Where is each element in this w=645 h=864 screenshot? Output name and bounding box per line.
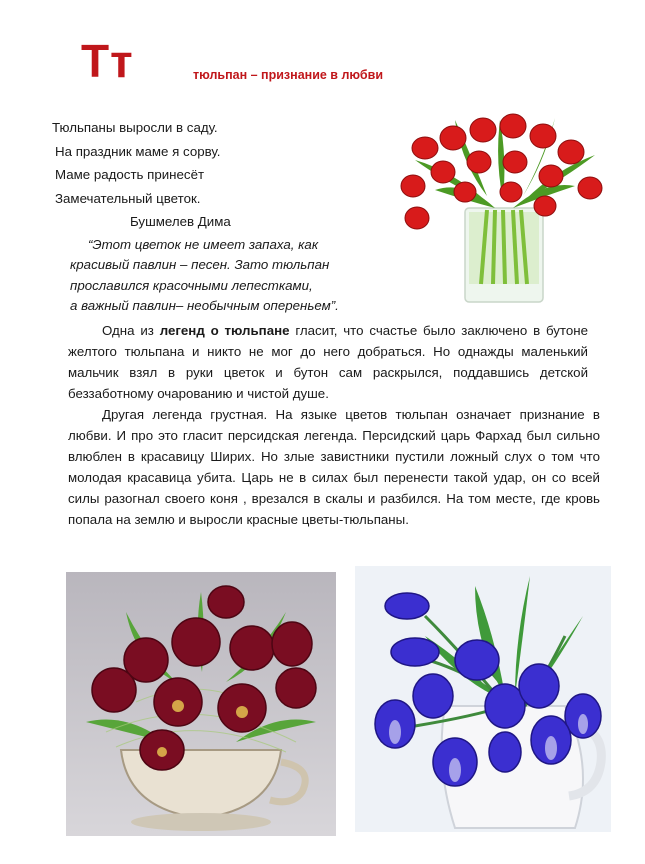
- quote-line: “Этот цветок не имеет запаха, как: [88, 237, 319, 252]
- poem-line: Тюльпаны выросли в саду.: [52, 120, 218, 135]
- poem-author: Бушмелев Дима: [130, 214, 231, 230]
- para1-text-rest: гласит, что счастье было заключено в бутоне желтого тюльпана и никто не мог до него добраться. Но однажды маленький мальчик взял в руки цветок и бутон сам раскрылся, поддавшись детской беззаботному очарованию и чистой душе.: [68, 323, 588, 401]
- legend-paragraph-1: [68, 320, 588, 404]
- page-subtitle: тюльпан – признание в любви: [193, 68, 384, 82]
- letter-heading: Тт: [81, 35, 134, 87]
- red-tulips-vase-photo: [395, 100, 610, 305]
- poem-line: Маме радость принесёт: [55, 167, 205, 183]
- blue-tulips-pitcher-photo: [355, 566, 611, 832]
- quote-line: красивый павлин – песен. Зато тюльпан: [70, 257, 330, 273]
- poem: [52, 116, 231, 234]
- quote-block: [70, 235, 390, 317]
- poem-line: Замечательный цветок.: [55, 190, 201, 206]
- burgundy-candy-tulips-cup-photo: [66, 572, 336, 836]
- poem-line: На праздник маме я сорву.: [55, 143, 221, 159]
- quote-line: а важный павлин– необычным опереньем”.: [70, 298, 339, 314]
- para1-text: Одна из: [102, 323, 160, 338]
- quote-line: прославился красочными лепестками,: [70, 277, 313, 293]
- legend-paragraph-2: Другая легенда грустная. На языке цветов тюльпан означает признание в любви. И про это гласит персидская легенда. Персидский царь Фархад был сильно влюблен в красавицу Ширих. Но злые завистники пустили ложный слух о том что молодая красавица убита. Царь не в силах был перенести такой удар, он со всей силы разогнал своего коня , врезался в скалы и разбился. На том месте, где кровь попала на землю и выросли красные цветы-тюльпаны.: [68, 407, 600, 527]
- para1-bold-text: легенд о тюльпане: [159, 323, 290, 338]
